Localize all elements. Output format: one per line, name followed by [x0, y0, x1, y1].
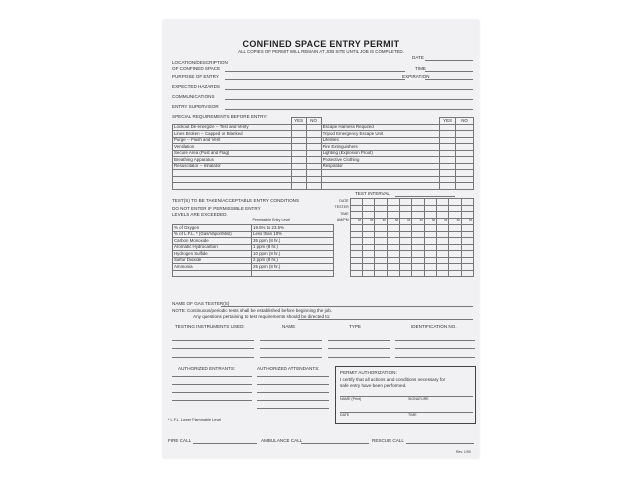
test-cell[interactable]: M	[424, 218, 436, 225]
requirement-right: Tripod Emergency Escape Unit	[321, 131, 440, 138]
fire-call-line[interactable]	[193, 443, 257, 444]
spacer	[334, 270, 351, 277]
requirement-left: Ventilation	[173, 144, 292, 151]
requirement-right: Lighting (Explosion Proof)	[321, 150, 440, 157]
test-substance: Sulfur Dioxide	[173, 257, 252, 264]
test-cell[interactable]	[449, 270, 461, 277]
hazards-label: EXPECTED HAZARDS	[172, 84, 220, 89]
test-cell[interactable]	[400, 270, 412, 277]
yes-checkbox[interactable]	[440, 183, 456, 190]
instrument-id-line[interactable]	[395, 340, 475, 341]
test-cell[interactable]	[424, 270, 436, 277]
entrant-line[interactable]	[172, 376, 252, 377]
requirement-right: Lifelines	[321, 137, 440, 144]
permissible-level: 25 ppm (8 hr.)	[252, 264, 334, 271]
requirement-right: Respirator	[321, 163, 440, 170]
date-time-line[interactable]	[340, 412, 473, 413]
instrument-name-line[interactable]	[260, 348, 322, 349]
form-title: CONFINED SPACE ENTRY PERMIT	[242, 39, 400, 49]
permit-form	[163, 20, 479, 458]
attendant-line[interactable]	[257, 376, 329, 377]
gas-tester-line[interactable]	[221, 306, 473, 307]
attendant-line[interactable]	[257, 400, 329, 401]
entrant-line[interactable]	[172, 400, 252, 401]
test-cell[interactable]: M	[449, 218, 461, 225]
gas-tester-label: NAME OF GAS TESTER(S)	[172, 301, 230, 306]
test-cell[interactable]: M	[400, 218, 412, 225]
permissible-level: Less than 10%	[252, 231, 334, 238]
note-text-2: Any questions pertaining to test requirements should be directed to:	[193, 314, 331, 319]
revision: Rev. 1/90	[456, 450, 471, 454]
permissible-level: 10 ppm (8 hr.)	[252, 251, 334, 258]
instrument-name-header: NAME	[282, 324, 296, 329]
instrument-id-line[interactable]	[395, 357, 475, 358]
attendant-line[interactable]	[257, 408, 329, 409]
test-substance: Hydrogen Sulfide	[173, 251, 252, 258]
note-text-1: Continuous/periodic tests shall be established before beginning the job.	[187, 308, 333, 313]
test-cell[interactable]	[363, 270, 375, 277]
test-cell[interactable]: M	[412, 218, 424, 225]
yes-header-right: YES	[440, 118, 456, 125]
fire-call-label: FIRE CALL	[168, 438, 192, 443]
attendant-line[interactable]	[257, 384, 329, 385]
supervisor-line[interactable]	[225, 109, 473, 110]
requirement-right: Protective Clothing	[321, 157, 440, 164]
no-header-right: NO	[456, 118, 474, 125]
permissible-level: 2 ppm (8 hr.)	[252, 257, 334, 264]
entrant-line[interactable]	[172, 384, 252, 385]
test-cell[interactable]: M	[387, 218, 399, 225]
permit-authorization-box	[335, 366, 476, 424]
tests-table	[172, 198, 474, 277]
warning-2: LEVELS ARE EXCEEDED.	[172, 212, 228, 217]
row-label-ampm: AM/PM	[336, 218, 349, 223]
directed-to-line[interactable]	[298, 319, 473, 320]
test-substance: % of Oxygen	[173, 225, 252, 232]
requirement-left: Secure Area (Post and Flag)	[173, 150, 292, 157]
table-row	[173, 270, 474, 277]
requirement-left: Lockout De-energize -- Test and Verify	[173, 124, 292, 131]
ambulance-call-line[interactable]	[301, 443, 369, 444]
attendant-line[interactable]	[257, 392, 329, 393]
location-label: LOCATION/DESCRIPTION	[172, 60, 228, 65]
instrument-used-line[interactable]	[172, 340, 254, 341]
test-cell[interactable]	[350, 270, 362, 277]
test-substance: % of L.F.L. * (Gas/Vapor/Mist)	[173, 231, 252, 238]
yes-checkbox[interactable]	[291, 183, 306, 190]
signature-label: SIGNATURE	[408, 397, 429, 401]
rescue-call-label: RESCUE CALL	[372, 438, 404, 443]
form-subtitle: ALL COPIES OF PERMIT WILL REMAIN AT JOB SITE UNTIL JOB IS COMPLETED.	[238, 49, 404, 54]
no-header: NO	[306, 118, 321, 125]
expiration-line[interactable]	[425, 79, 473, 80]
test-cell[interactable]: M	[375, 218, 387, 225]
table-row	[173, 183, 474, 190]
permissible-level: 1 ppm (8 hr.)	[252, 244, 334, 251]
time-line[interactable]	[425, 71, 473, 72]
location-line[interactable]	[225, 71, 405, 72]
instrument-used-line[interactable]	[172, 348, 254, 349]
test-cell[interactable]: M	[350, 218, 362, 225]
instrument-id-header: IDENTIFICATION NO.	[411, 324, 457, 329]
purpose-label: PURPOSE OF ENTRY	[172, 74, 219, 79]
purpose-line[interactable]	[225, 79, 405, 80]
level-header: Permissible Entry Level	[252, 218, 291, 223]
instrument-type-header: TYPE	[349, 324, 361, 329]
instrument-type-line[interactable]	[328, 340, 390, 341]
authorization-text-2: safe entry have been performed.	[340, 383, 407, 388]
date-label: DATE	[412, 55, 424, 60]
test-cell[interactable]: M	[461, 218, 473, 225]
name-print-label: NAME (Print)	[340, 397, 362, 401]
permissible-level: 19.5% to 23.5%	[252, 225, 334, 232]
communications-label: COMMUNICATIONS	[172, 94, 215, 99]
attendants-label: AUTHORIZED ATTENDANTS:	[257, 366, 320, 371]
rescue-call-line[interactable]	[406, 443, 474, 444]
note-label: NOTE:	[172, 308, 187, 313]
instrument-type-line[interactable]	[328, 357, 390, 358]
yes-header: YES	[291, 118, 306, 125]
communications-line[interactable]	[225, 99, 473, 100]
entrants-label: AUTHORIZED ENTRANTS:	[178, 366, 236, 371]
no-checkbox[interactable]	[306, 183, 321, 190]
test-interval-label: TEST INTERVAL	[355, 191, 390, 196]
instruments-label: TESTING INSTRUMENTS USED:	[175, 324, 245, 329]
requirement-right: Escape Harness Required	[321, 124, 440, 131]
expiration-label: EXPIRATION	[402, 74, 430, 79]
permissible-level	[252, 270, 334, 277]
warning-1: DO NOT ENTER IF PERMISSIBLE ENTRY	[172, 206, 261, 211]
date-line[interactable]	[425, 60, 473, 61]
instrument-used-line[interactable]	[172, 357, 254, 358]
row-label-tester: TESTER	[334, 205, 349, 210]
entrant-line[interactable]	[172, 392, 252, 393]
auth-date-label: DATE	[340, 413, 350, 417]
test-cell[interactable]	[375, 270, 387, 277]
requirement-left	[173, 183, 292, 190]
instrument-id-line[interactable]	[395, 348, 475, 349]
auth-time-label: TIME	[408, 413, 417, 417]
test-interval-line[interactable]	[395, 196, 455, 197]
requirement-left: Purge -- Flush and Vent	[173, 137, 292, 144]
instrument-type-line[interactable]	[328, 348, 390, 349]
test-cell[interactable]: M	[436, 218, 448, 225]
test-cell[interactable]	[436, 270, 448, 277]
instrument-name-line[interactable]	[260, 357, 322, 358]
test-cell[interactable]	[387, 270, 399, 277]
tests-heading: TEST(S) TO BE TAKEN/ACCEPTABLE ENTRY CONDITIONS	[172, 198, 300, 203]
requirement-right	[321, 183, 440, 190]
requirement-left: Resuscitator -- Inhalator	[173, 163, 292, 170]
test-substance: Ammonia	[173, 264, 252, 271]
test-cell[interactable]: M	[363, 218, 375, 225]
requirement-right: Fire Extinguishers	[321, 144, 440, 151]
location-label-2: OF CONFINED SPACE	[172, 66, 221, 71]
requirement-left: Breathing Apparatus	[173, 157, 292, 164]
authorization-text-1: I certify that all actions and conditions necessary for	[340, 377, 446, 382]
instrument-name-line[interactable]	[260, 340, 322, 341]
test-cell[interactable]	[412, 270, 424, 277]
test-cell[interactable]	[461, 270, 473, 277]
authorization-heading: PERMIT AUTHORIZATION:	[340, 370, 397, 375]
footnote: * L.F.L. Lower Flammable Level	[168, 418, 222, 422]
test-substance: Aromatic Hydrocarbon	[173, 244, 252, 251]
requirement-left: Lines Broken -- Capped or Blanked	[173, 131, 292, 138]
ambulance-call-label: AMBULANCE CALL	[261, 438, 303, 443]
permissible-level: 35 ppm (8 hr.)	[252, 238, 334, 245]
supervisor-label: ENTRY SUPERVISOR	[172, 104, 219, 109]
row-label-date: DATE	[339, 198, 349, 203]
test-substance	[173, 270, 252, 277]
special-heading: SPECIAL REQUIREMENTS BEFORE ENTRY:	[172, 114, 268, 119]
row-label-time: TIME	[340, 211, 349, 216]
test-substance: Carbon Monoxide	[173, 238, 252, 245]
no-checkbox[interactable]	[456, 183, 474, 190]
hazards-line[interactable]	[225, 89, 473, 90]
time-label: TIME	[415, 66, 426, 71]
